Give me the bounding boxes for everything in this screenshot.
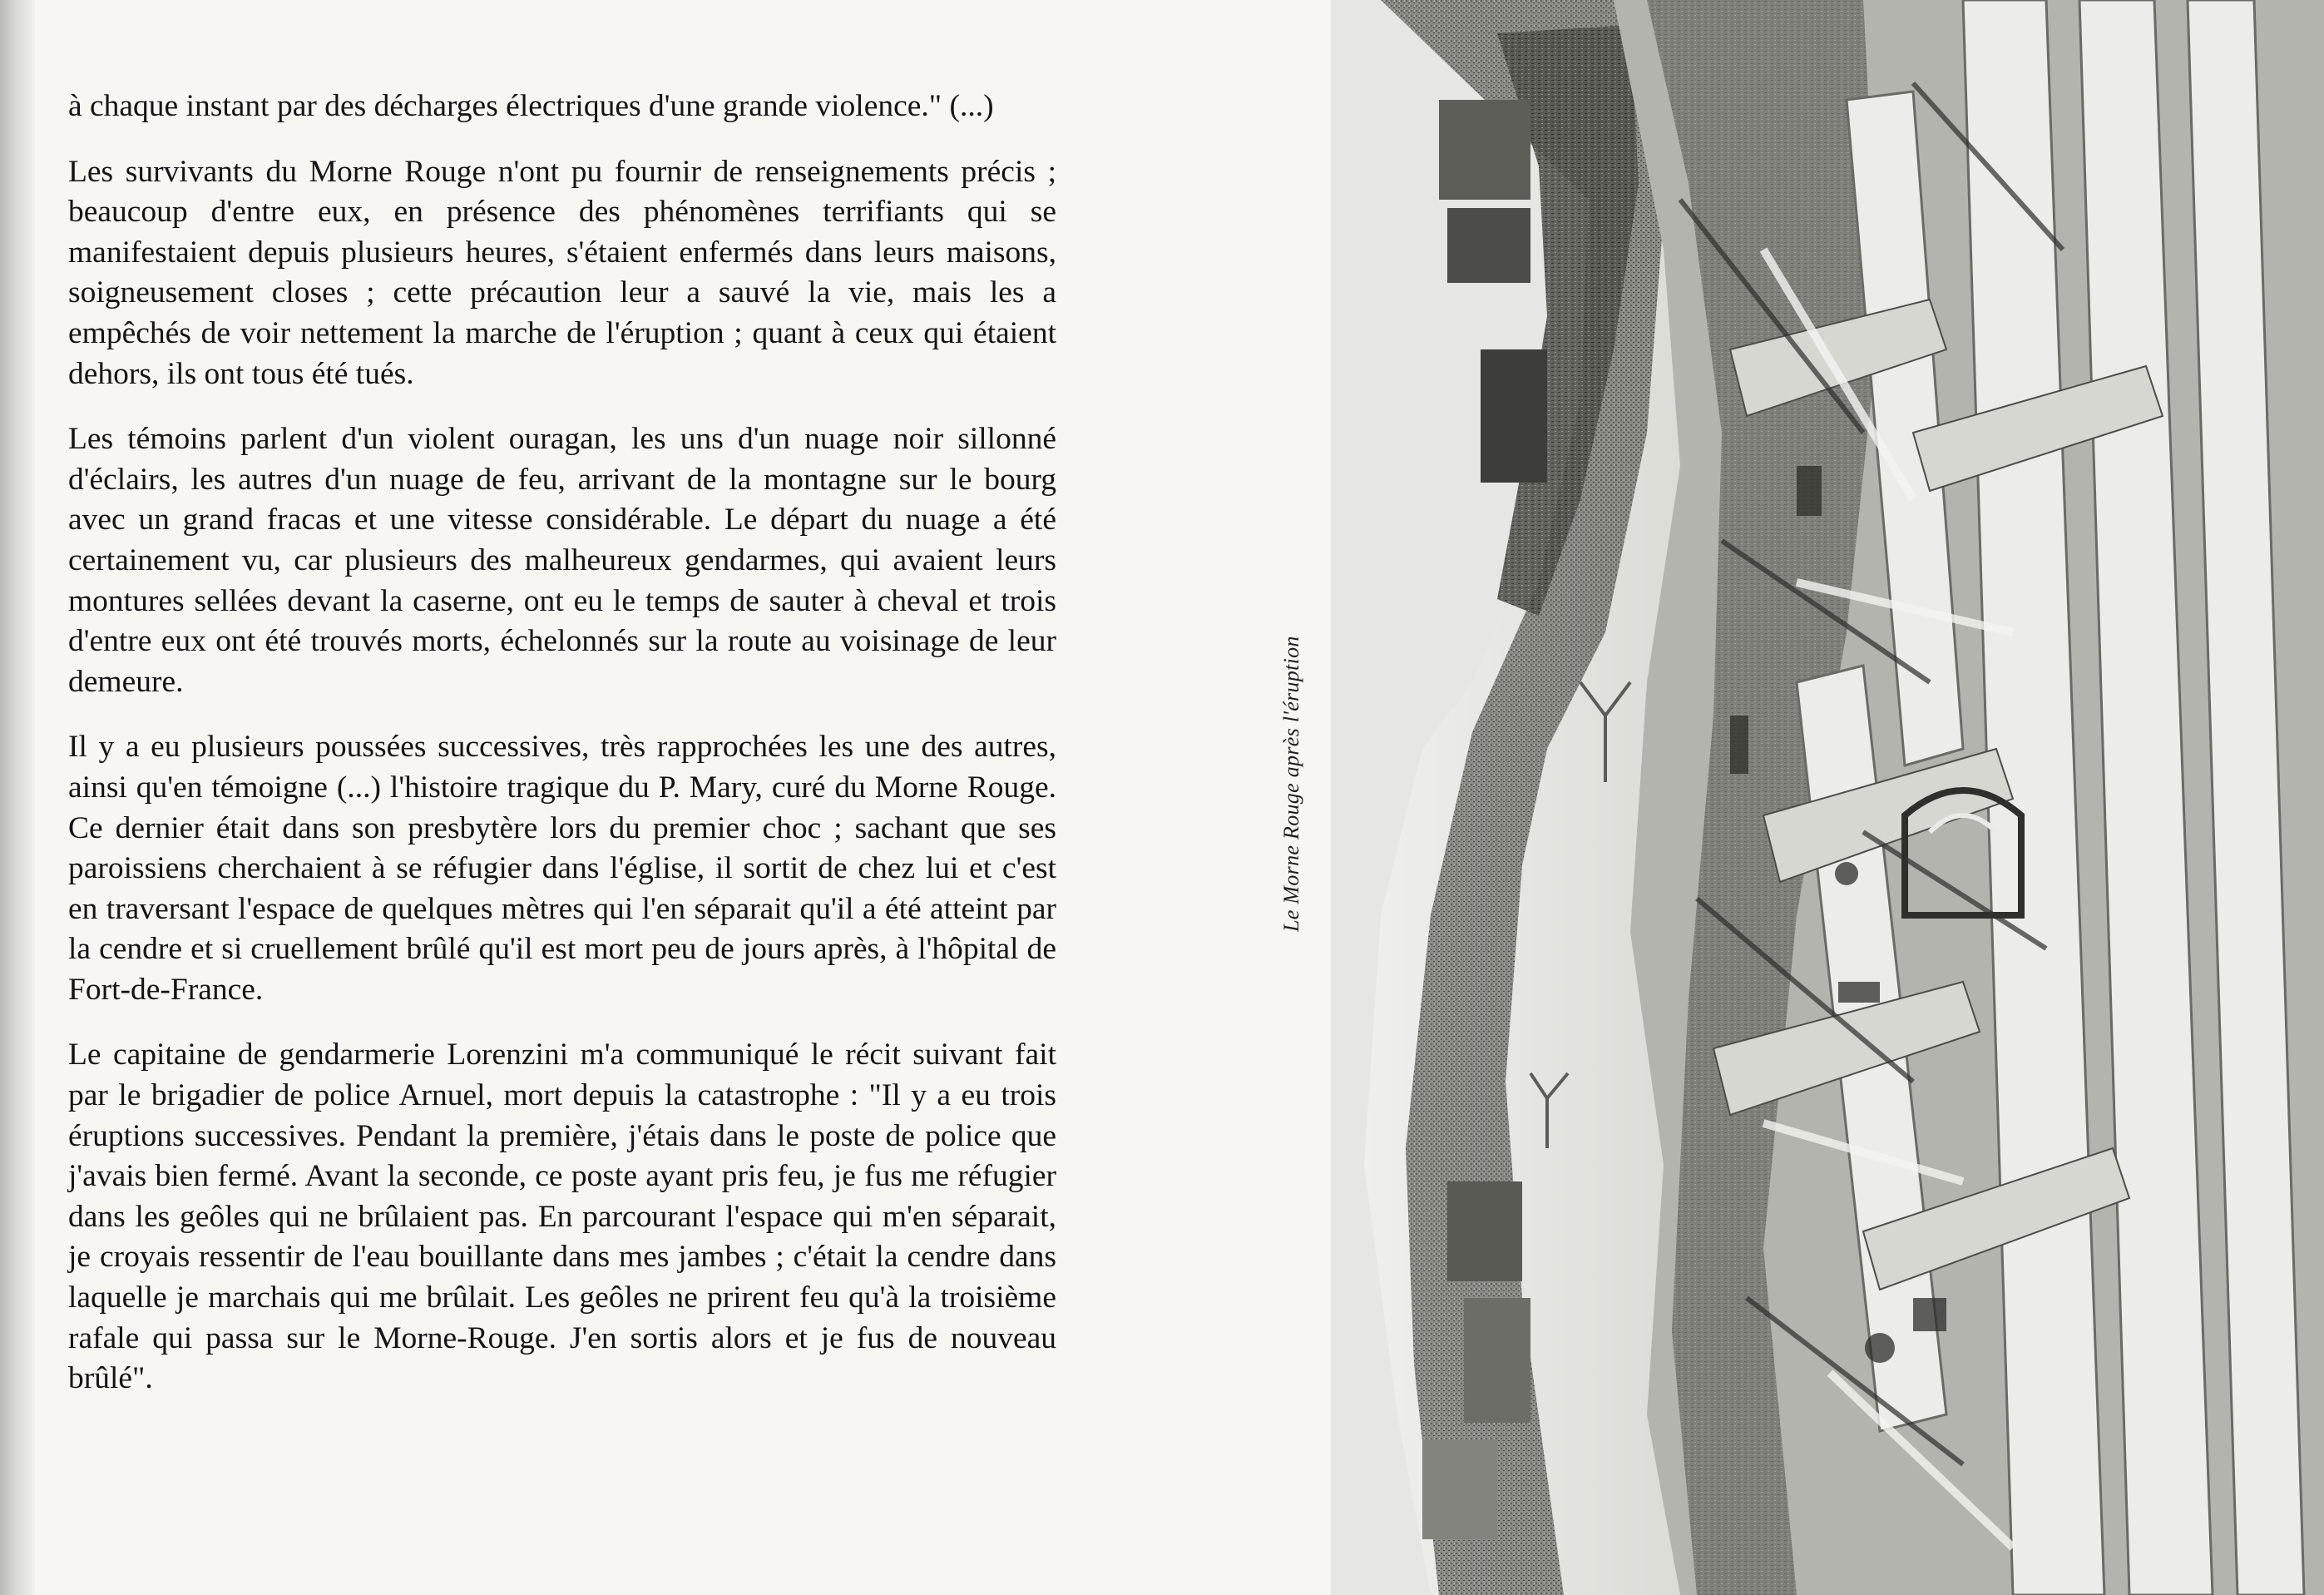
paragraph-5: Le capitaine de gendarmerie Lorenzini m'a communiqué le récit suivant fait par le brigadier de police Arnuel, mort depuis la catastrophe : "Il y a eu trois éruptions successives. Pendant la première, j'étais dans le poste de police que j'avais bien fermé. Avant la seconde, ce poste ayant pris feu, je fus me réfugier dans les geôles qui ne brûlaient pas. En parcourant l'espace qui m'en séparait, je croyais ressentir de l'eau bouillante dans mes jambes ; c'était la cendre dans laquelle je marchais qui me brûlait. Les geôles ne prirent feu qu'à la troisième rafale qui passa sur le Morne-Rouge. J'en sortis alors et je fus de nouveau brûlé". (68, 1038, 1056, 1396)
paragraph-4: Il y a eu plusieurs poussées successives, très rapprochées les une des autres, ainsi qu'en témoigne (...) l'histoire tragique du P. Mary, curé du Morne Rouge. Ce dernier était dans son presbytère lors du premier choc ; sachant que ses paroissiens cherchaient à se réfugier dans l'église, il sortit de chez lui et c'est en traversant l'espace de quelques mètres qui l'en séparait qu'il a été atteint par la cendre et si cruellement brûlé qu'il est mort peu de jours après, à l'hôpital de Fort-de-France. (68, 730, 1056, 1007)
photo-caption: Le Morne Rouge après l'éruption (1279, 636, 1303, 932)
paragraph-1: à chaque instant par des décharges électriques d'une grande violence." (...) (68, 89, 994, 123)
paragraph-2: Les survivants du Morne Rouge n'ont pu fournir de renseignements précis ; beaucoup d'entre eux, en présence des phénomènes terrifiants qui se manifestaient depuis plusieurs heures, s'étaient enfermés dans leurs maisons, soigneusement closes ; cette précaution leur a sauvé la vie, mais les a empêchés de voir nettement la marche de l'éruption ; quant à ceux qui étaient dehors, ils ont tous été tués. (68, 154, 1056, 391)
paragraph-3: Les témoins parlent d'un violent ouragan, les uns d'un nuage noir sillonné d'éclairs, les autres d'un nuage de feu, arrivant de la montagne sur le bourg avec un grand fracas et une vitesse considérable. Le départ du nuage a été certainement vu, car plusieurs des malheureux gendarmes, qui avaient leurs montures sellées devant la caserne, ont eu le temps de sauter à cheval et trois d'entre eux ont été trouvés morts, échelonnés sur la route au voisinage de leur demeure. (68, 422, 1056, 699)
ruins-photo-image (1331, 0, 2324, 1595)
page-gutter-shadow (0, 0, 35, 1595)
body-text (68, 87, 1056, 1424)
ruins-photograph (1331, 0, 2324, 1595)
